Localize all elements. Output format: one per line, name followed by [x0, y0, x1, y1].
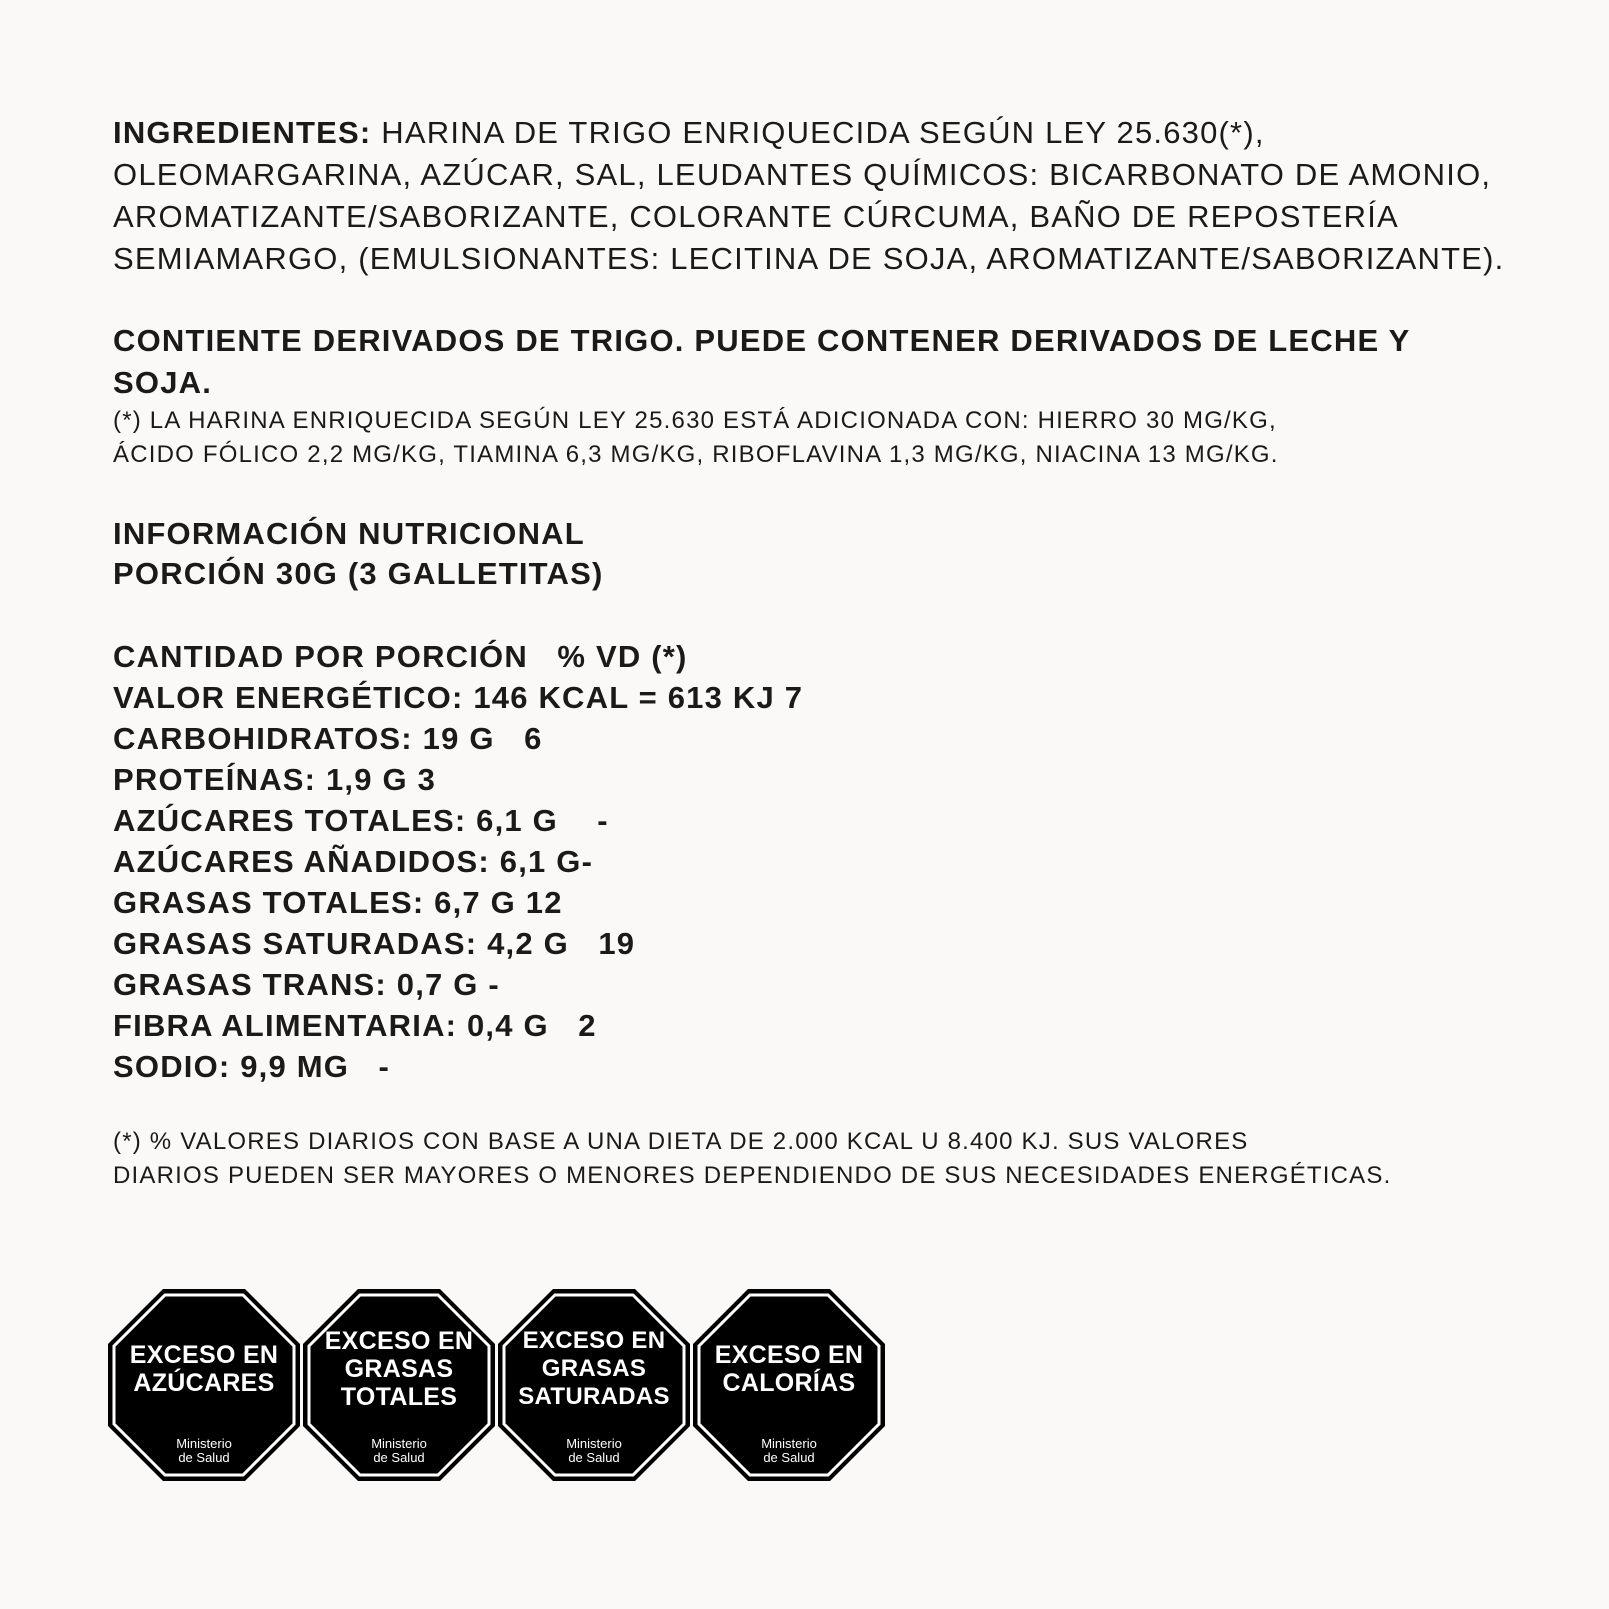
seal-line: SATURADAS — [518, 1383, 670, 1410]
seal-title — [691, 1341, 887, 1397]
seal-title — [106, 1341, 302, 1397]
ingredients-paragraph — [113, 112, 1513, 280]
seal-ministry-line: de Salud — [763, 1450, 815, 1465]
nutrition-row: PROTEÍNAS: 1,9 G 3 — [113, 762, 437, 797]
seal-line: GRASAS — [344, 1355, 454, 1383]
seal-ministry-line: Ministerio — [566, 1436, 622, 1451]
seal-ministry-line: de Salud — [178, 1450, 230, 1465]
nutrition-table — [113, 636, 1513, 1087]
nutrition-info-heading — [113, 514, 1513, 594]
nutrition-row: AZÚCARES TOTALES: 6,1 G - — [113, 803, 609, 838]
daily-value-note-line-2: DIARIOS PUEDEN SER MAYORES O MENORES DEPENDIENDO DE SUS NECESIDADES ENERGÉTICAS. — [113, 1162, 1392, 1189]
seal-excess-total-fats — [301, 1287, 497, 1483]
seal-ministry — [301, 1437, 497, 1465]
seal-line: AZÚCARES — [133, 1369, 275, 1397]
seal-ministry — [691, 1437, 887, 1465]
ingredients-text: HARINA DE TRIGO ENRIQUECIDA SEGÚN LEY 25.630(*), OLEOMARGARINA, AZÚCAR, SAL, LEUDANTES QUÍMICOS: BICARBONATO DE AMONIO, AROMATIZANTE/SABORIZANTE, COLORANTE CÚRCUMA, BAÑO DE REPOSTERÍA SEMIAMARGO, (EMULSIONANTES: LECITINA DE SOJA, AROMATIZANTE/SABORIZANTE). — [113, 115, 1505, 276]
seal-ministry — [106, 1437, 302, 1465]
seal-ministry-line: de Salud — [568, 1450, 620, 1465]
seal-line: TOTALES — [340, 1383, 458, 1411]
seal-ministry-line: Ministerio — [761, 1436, 817, 1451]
nutrition-title: INFORMACIÓN NUTRICIONAL — [113, 516, 585, 551]
nutrition-row: FIBRA ALIMENTARIA: 0,4 G 2 — [113, 1008, 597, 1043]
nutrition-row: VALOR ENERGÉTICO: 146 KCAL = 613 KJ 7 — [113, 680, 804, 715]
seal-ministry — [496, 1437, 692, 1465]
nutrition-row: CARBOHIDRATOS: 19 G 6 — [113, 721, 543, 756]
nutrition-row: AZÚCARES AÑADIDOS: 6,1 G- — [113, 844, 594, 879]
seal-ministry-line: de Salud — [373, 1450, 425, 1465]
seal-line: EXCESO EN — [129, 1341, 279, 1369]
seal-excess-sugars — [106, 1287, 302, 1483]
nutrition-row: GRASAS TRANS: 0,7 G - — [113, 967, 500, 1002]
seal-line: EXCESO EN — [714, 1341, 864, 1369]
seal-title — [301, 1327, 497, 1411]
allergen-warning: CONTIENTE DERIVADOS DE TRIGO. PUEDE CONTENER DERIVADOS DE LECHE Y SOJA. — [113, 323, 1410, 400]
nutrition-row: SODIO: 9,9 MG - — [113, 1049, 391, 1084]
seal-line: EXCESO EN — [522, 1327, 666, 1354]
daily-value-note — [113, 1125, 1513, 1193]
nutrition-row: GRASAS TOTALES: 6,7 G 12 — [113, 885, 563, 920]
seal-line: GRASAS — [541, 1355, 647, 1382]
enrichment-footnote — [113, 404, 1513, 472]
warning-seals — [106, 1287, 906, 1487]
seal-ministry-line: Ministerio — [371, 1436, 427, 1451]
seal-line: CALORÍAS — [722, 1369, 856, 1397]
seal-ministry-line: Ministerio — [176, 1436, 232, 1451]
seal-line: EXCESO EN — [324, 1327, 474, 1355]
enrichment-line-1: (*) LA HARINA ENRIQUECIDA SEGÚN LEY 25.630 ESTÁ ADICIONADA CON: HIERRO 30 MG/KG, — [113, 407, 1277, 434]
nutrition-portion: PORCIÓN 30G (3 GALLETITAS) — [113, 556, 604, 591]
nutrition-row: GRASAS SATURADAS: 4,2 G 19 — [113, 926, 636, 961]
enrichment-line-2: ÁCIDO FÓLICO 2,2 MG/KG, TIAMINA 6,3 MG/KG, RIBOFLAVINA 1,3 MG/KG, NIACINA 13 MG/KG. — [113, 441, 1279, 468]
label-content — [113, 112, 1513, 1193]
nutrition-header-row: CANTIDAD POR PORCIÓN % VD (*) — [113, 639, 688, 674]
seal-title — [496, 1327, 692, 1411]
seal-excess-calories — [691, 1287, 887, 1483]
daily-value-note-line-1: (*) % VALORES DIARIOS CON BASE A UNA DIETA DE 2.000 KCAL U 8.400 KJ. SUS VALORES — [113, 1128, 1249, 1155]
ingredients-label: INGREDIENTES: — [113, 115, 372, 150]
seal-excess-saturated-fats — [496, 1287, 692, 1483]
